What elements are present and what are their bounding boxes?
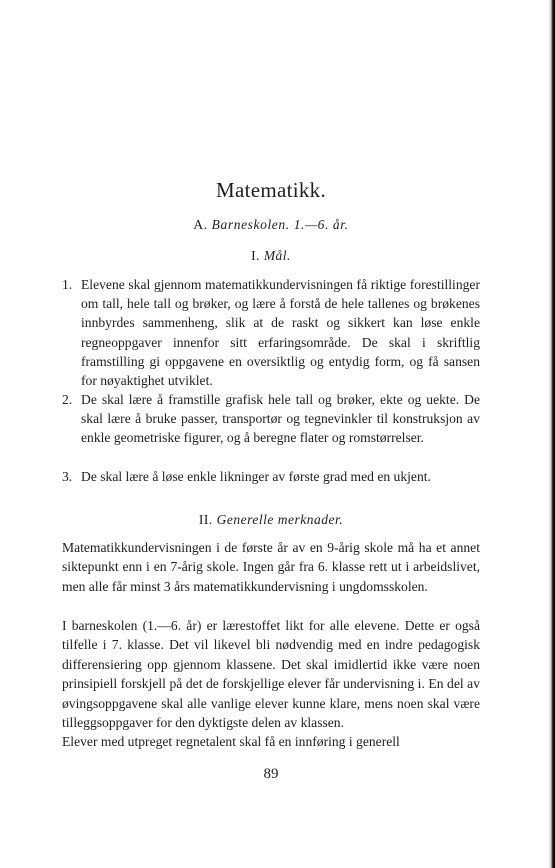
page-number: 89 [263,766,279,782]
list-item-number: 2. [62,392,73,407]
list-item-number: 3. [62,469,73,484]
subtitle-italic: Barneskolen. 1.—6. år. [211,217,349,232]
paragraph [62,538,480,596]
paragraph-text: Elever med utpreget regnetalent skal få en innføring i generell [62,734,400,749]
section-heading-remarks [62,512,480,528]
list-item [62,390,480,448]
list-item-text: Elevene skal gjennom matematikkundervisningen få riktige forestillinger om tall, hele tall og brøker, og lære å forstå de hele tallenes og brøkenes innbyrdes sammenheng, slik at de raskt og sikkert kan løse enkle regneoppgaver innenfor sitt erfaringsområde. De skal i skriftlig framstilling gi oppgavene en oversiktlig og entydig form, og få sansen for nøyaktighet utviklet. [81,277,480,389]
page-edge-shadow [548,0,555,868]
list-item [62,275,480,390]
page-subtitle [62,217,480,233]
paragraph [62,732,480,751]
section-title: Mål. [263,248,291,263]
section-number: II. [198,512,217,527]
section-heading-goals [62,248,480,264]
subtitle-prefix: A. [193,217,212,232]
list-item-text: De skal lære å løse enkle likninger av første grad med en ukjent. [81,469,431,484]
list-item-text: De skal lære å framstille grafisk hele tall og brøker, ekte og uekte. De skal lære å bruke passer, transportør og tegnevinkler til konstruksjon av enkle geometriske figurer, og å beregne flater og romstørrelser. [81,392,480,446]
paragraph-text: I barneskolen (1.—6. år) er lærestoffet likt for alle elevene. Dette er også tilfelle i 7. klasse. Det vil likevel bli nødvendig med en indre pedagogisk differensiering opp gjennom klassene. Det skal imidlertid ikke være noen prinsipiell forskjell på det de forskjellige elever får undervisning i. En del av øvingsoppgavene skal alle vanlige elever kunne klare, mens noen skal være tilleggsoppgaver for den dyktigste delen av klassen. [62,618,480,731]
page-title: Matematikk. [215,178,327,202]
paragraph-text: Matematikkundervisningen i de første år av en 9-årig skole må ha et annet siktepunkt enn i en 7-årig skole. Ingen går fra 6. klasse rett ut i arbeidslivet, men alle får minst 3 års matematikkundervisning i ungdomsskolen. [62,540,480,594]
list-item-number: 1. [62,277,73,292]
section-number: I. [251,248,264,263]
paragraph [62,616,480,732]
list-item [62,467,480,486]
section-title: Generelle merknader. [216,512,344,527]
